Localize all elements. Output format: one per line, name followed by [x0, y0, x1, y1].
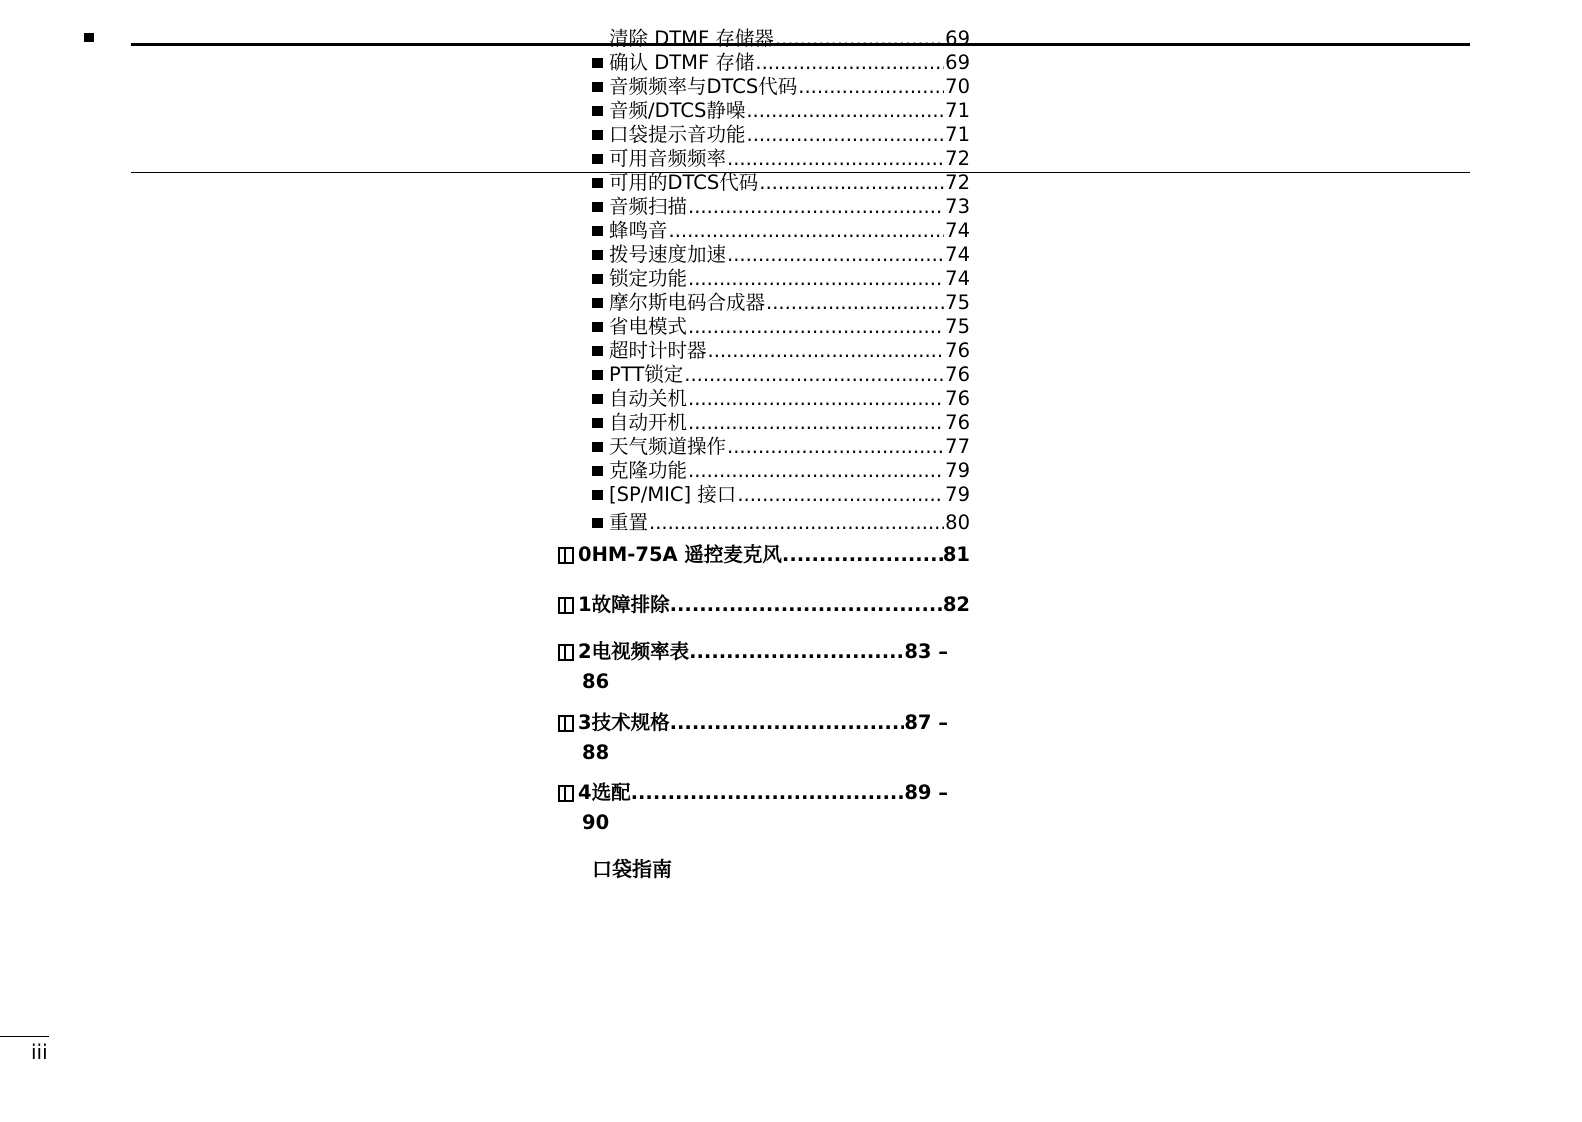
dot-leader	[688, 316, 944, 338]
toc-entry-page: 72	[945, 171, 970, 194]
chapter-tab-icon	[558, 597, 574, 614]
dot-leader	[688, 388, 944, 410]
square-bullet-icon	[592, 298, 603, 308]
toc-entry-page: 75	[945, 315, 970, 338]
square-bullet-icon	[592, 442, 603, 452]
toc-entry-title: 摩尔斯电码合成器	[609, 291, 766, 314]
toc-entry-title: 音频频率与DTCS代码	[609, 75, 798, 98]
square-bullet-icon	[592, 178, 603, 188]
toc-entry-page: 80	[945, 511, 970, 534]
toc-entry[interactable]	[592, 26, 970, 50]
dot-leader	[727, 436, 944, 458]
toc-entry-title: 可用音频频率	[609, 147, 727, 170]
toc-entry-title: 锁定功能	[609, 267, 688, 290]
toc-entry-page: 76	[945, 339, 970, 362]
toc-entry[interactable]	[592, 194, 970, 218]
chapter-title: 故障排除	[591, 593, 670, 616]
toc-entry-page: 76	[945, 387, 970, 410]
chapter-entry[interactable]	[558, 540, 970, 570]
toc-entry[interactable]	[592, 338, 970, 362]
chapter-pages-continued: 86	[582, 670, 610, 693]
toc-entry[interactable]	[592, 410, 970, 434]
square-bullet-icon	[592, 418, 603, 428]
toc-entry-title: 确认 DTMF 存储	[609, 51, 755, 74]
toc-entry[interactable]	[592, 74, 970, 98]
square-bullet-icon	[592, 250, 603, 260]
square-bullet-icon	[592, 322, 603, 332]
toc-entry-title: 音频/DTCS静噪	[609, 99, 746, 122]
toc-entry-title: 省电模式	[609, 315, 688, 338]
chapter-title: 选配	[591, 781, 631, 804]
toc-entry-title: 可用的DTCS代码	[609, 171, 759, 194]
dot-leader	[775, 28, 944, 50]
square-bullet-icon	[592, 490, 603, 500]
dot-leader	[684, 364, 944, 386]
toc-entry-title: 音频扫描	[609, 195, 688, 218]
square-bullet-icon	[592, 106, 603, 116]
chapter-tab-icon	[558, 547, 574, 564]
toc-entry-page: 69	[945, 51, 970, 74]
chapter-entry[interactable]	[558, 708, 948, 768]
dot-leader	[798, 76, 944, 98]
toc-entry-page: 77	[945, 435, 970, 458]
toc-entry-title: 自动关机	[609, 387, 688, 410]
dot-leader	[688, 268, 944, 290]
square-bullet-icon	[592, 202, 603, 212]
square-bullet-icon	[592, 58, 603, 68]
header-square-bullet	[84, 33, 94, 42]
dot-leader	[727, 244, 944, 266]
chapter-number: 1	[578, 593, 592, 616]
dot-leader	[766, 292, 944, 314]
square-bullet-icon	[592, 130, 603, 140]
chapter-pages: 89 –	[904, 781, 948, 804]
toc-entry[interactable]	[592, 266, 970, 290]
dot-leader	[708, 340, 945, 362]
chapter-tab-icon	[558, 715, 574, 732]
toc-entry-title: PTT锁定	[609, 363, 684, 386]
chapter-entry[interactable]	[558, 778, 948, 838]
dot-leader	[688, 460, 944, 482]
toc-entry[interactable]	[592, 50, 970, 74]
toc-entry-title: 口袋提示音功能	[609, 123, 746, 146]
toc-entry-page: 74	[945, 243, 970, 266]
chapter-number: 2	[578, 640, 592, 663]
square-bullet-icon	[592, 274, 603, 284]
chapter-entry[interactable]	[558, 590, 970, 620]
toc-entry-page: 75	[945, 291, 970, 314]
toc-entry-page: 73	[945, 195, 970, 218]
chapter-tab-icon	[558, 785, 574, 802]
footer-rule	[0, 1036, 49, 1037]
chapter-entry[interactable]	[558, 637, 948, 697]
dot-leader	[746, 100, 944, 122]
toc-entry[interactable]	[592, 314, 970, 338]
dot-leader	[669, 220, 945, 242]
toc-entry[interactable]	[592, 218, 970, 242]
toc-entry[interactable]	[592, 290, 970, 314]
toc-entry[interactable]	[592, 98, 970, 122]
toc-entry-page: 70	[945, 75, 970, 98]
toc-entry-page: 74	[945, 219, 970, 242]
dot-leader	[759, 172, 944, 194]
square-bullet-icon	[592, 370, 603, 380]
toc-entry-title: 蜂鸣音	[609, 219, 668, 242]
chapter-pages: 82	[942, 593, 970, 616]
dot-leader	[688, 196, 944, 218]
chapter-title: HM-75A 遥控麦克风	[591, 543, 782, 566]
toc-entry[interactable]	[592, 242, 970, 266]
toc-entry-page: 71	[945, 123, 970, 146]
toc-entry[interactable]	[592, 510, 970, 534]
toc-entry-page: 69	[945, 27, 970, 50]
toc-entry-title: 超时计时器	[609, 339, 707, 362]
toc-entry-page: 76	[945, 363, 970, 386]
toc-entry-page: 76	[945, 411, 970, 434]
square-bullet-icon	[592, 466, 603, 476]
chapter-title: 技术规格	[591, 711, 670, 734]
dot-leader	[670, 708, 905, 738]
toc-entry[interactable]	[592, 362, 970, 386]
chapter-pages-continued: 90	[582, 811, 610, 834]
chapter-tab-icon	[558, 644, 574, 661]
toc-entry-page: 71	[945, 99, 970, 122]
toc-entry-title: 天气频道操作	[609, 435, 727, 458]
chapter-title: 电视频率表	[591, 640, 690, 663]
toc-entry-page: 72	[945, 147, 970, 170]
chapter-pages: 81	[942, 543, 970, 566]
toc-entry[interactable]	[592, 146, 970, 170]
dot-leader	[727, 148, 944, 170]
dot-leader	[755, 52, 944, 74]
toc-entry-page: 74	[945, 267, 970, 290]
toc-entry-title: 克隆功能	[609, 459, 688, 482]
square-bullet-icon	[592, 394, 603, 404]
square-bullet-icon	[592, 82, 603, 92]
toc-entry-title: 清除 DTMF 存储器	[609, 27, 774, 50]
toc-entry[interactable]	[592, 386, 970, 410]
toc-entry[interactable]	[592, 122, 970, 146]
dot-leader	[782, 540, 943, 570]
toc-entry-title: 重置	[609, 511, 649, 534]
dot-leader	[649, 512, 944, 534]
chapter-pages: 87 –	[904, 711, 948, 734]
toc-entry[interactable]	[592, 458, 970, 482]
dot-leader	[747, 124, 945, 146]
chapter-number: 4	[578, 781, 592, 804]
dot-leader	[670, 590, 943, 620]
chapter-number: 0	[578, 543, 592, 566]
toc-entry-page: 79	[945, 459, 970, 482]
toc-entry[interactable]	[592, 170, 970, 194]
toc-entry[interactable]	[592, 434, 970, 458]
dot-leader	[737, 484, 944, 506]
dot-leader	[631, 778, 905, 808]
chapter-pages-continued: 88	[582, 741, 610, 764]
page-number: iii	[31, 1040, 48, 1064]
pocket-guide-heading: 口袋指南	[592, 857, 672, 881]
square-bullet-icon	[592, 34, 603, 44]
toc-entry-title: 自动开机	[609, 411, 688, 434]
square-bullet-icon	[592, 346, 603, 356]
dot-leader	[688, 412, 944, 434]
chapter-pages: 83 –	[904, 640, 948, 663]
toc-entry-title: 拨号速度加速	[609, 243, 727, 266]
square-bullet-icon	[592, 226, 603, 236]
square-bullet-icon	[592, 518, 603, 528]
toc-entry-title: [SP/MIC] 接口	[609, 483, 737, 506]
toc-entry-page: 79	[945, 483, 970, 506]
dot-leader	[689, 637, 904, 667]
toc-entry[interactable]	[592, 482, 970, 506]
square-bullet-icon	[592, 154, 603, 164]
chapter-number: 3	[578, 711, 592, 734]
